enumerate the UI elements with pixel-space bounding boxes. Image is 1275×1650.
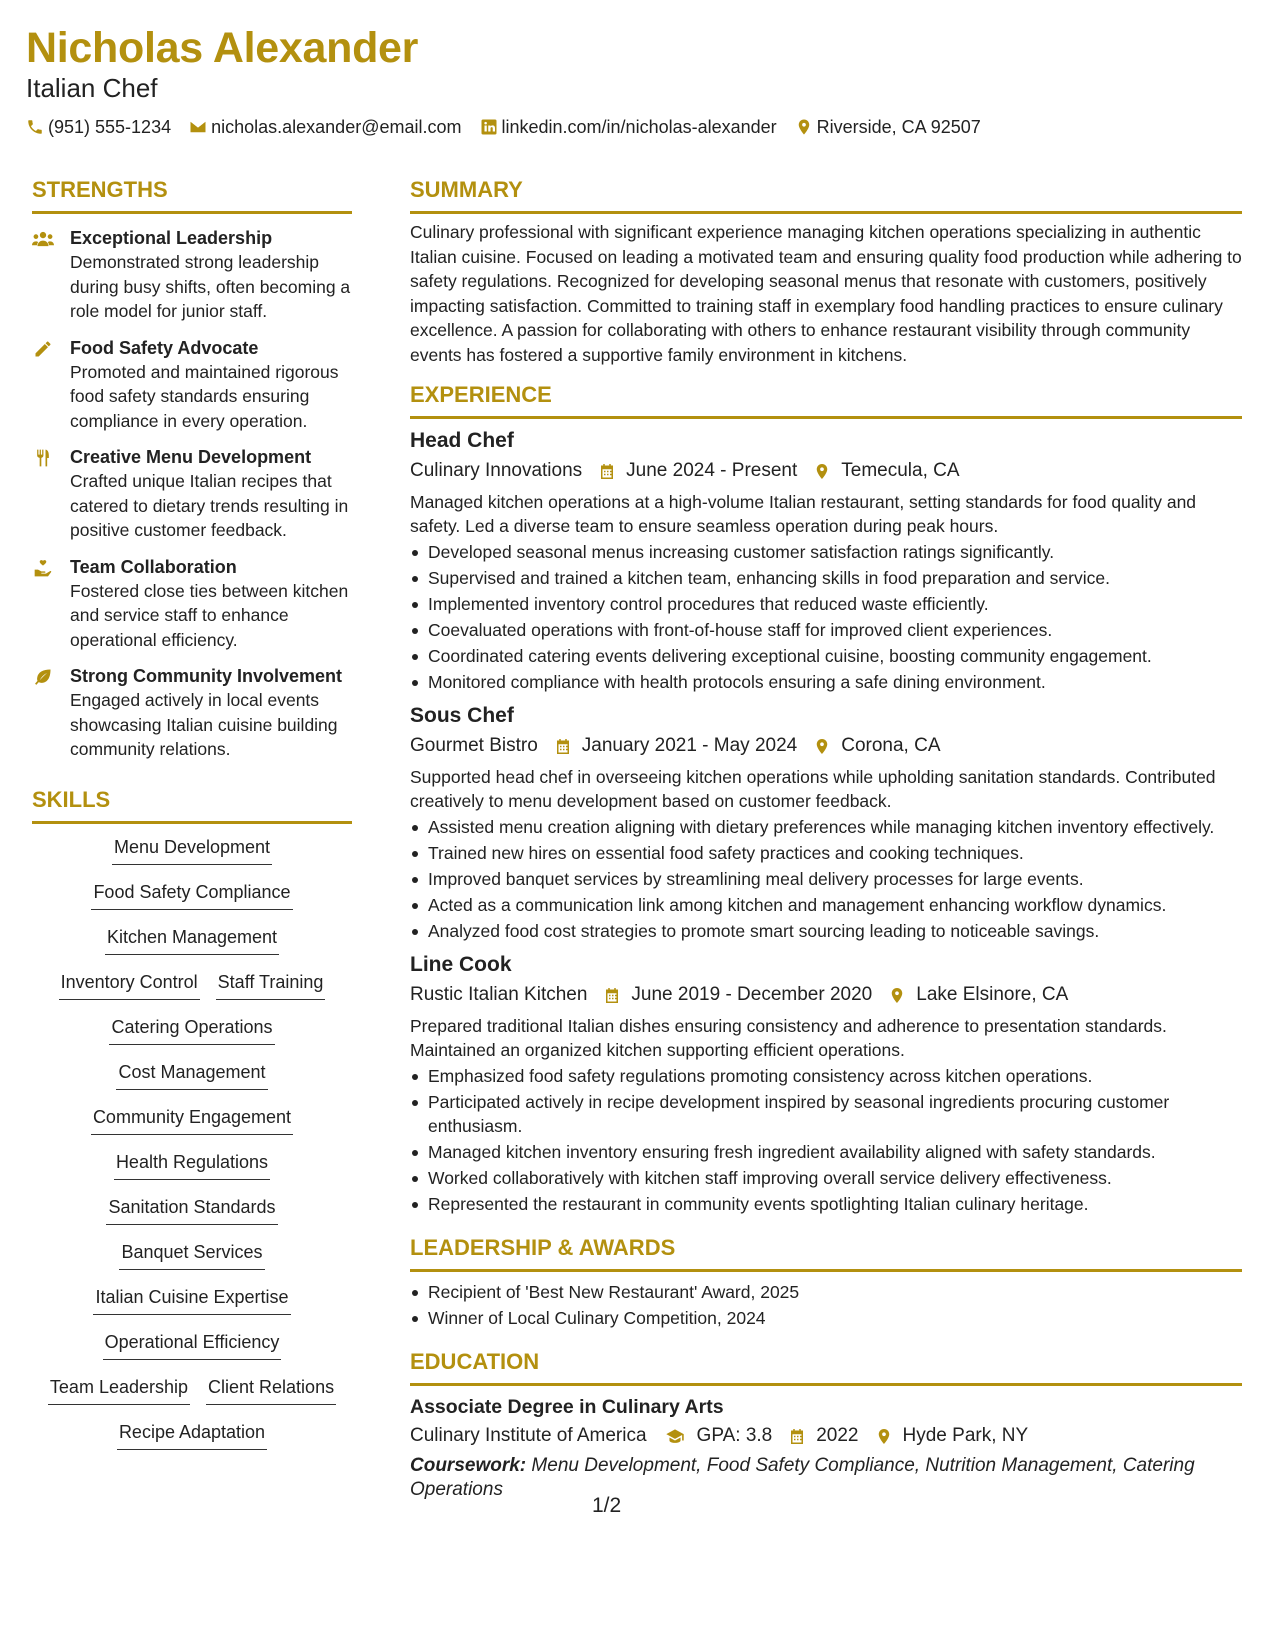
job-company: Culinary Innovations [410,460,583,481]
strength-desc: Demonstrated strong leadership during busy shifts, often becoming a role model for junior staff. [70,252,351,321]
map-pin-icon [875,1427,893,1446]
contact-location [795,116,981,138]
skill-tag: Recipe Adaptation [117,1421,267,1450]
bullet-item: Represented the restaurant in community events spotlighting Italian culinary heritage. [410,1192,1242,1216]
degree-title: Associate Degree in Culinary Arts [410,1396,724,1418]
bullet-item: Supervised and trained a kitchen team, enhancing skills in food preparation and service. [410,566,1242,590]
skill-tag: Staff Training [216,971,326,1000]
job-entry [410,702,1242,943]
skill-row [32,1331,352,1376]
bullet-item: Assisted menu creation aligning with dietary preferences while managing kitchen inventory effectively. [410,815,1242,839]
graduation-cap-icon [663,1427,687,1446]
calendar-icon [554,737,572,756]
strength-desc: Promoted and maintained rigorous food safety standards ensuring compliance in every operation. [70,361,339,431]
skill-row [32,1241,352,1286]
bullet-item: Analyzed food cost strategies to promote smart sourcing leading to noticeable savings. [410,919,1242,943]
strength-title: Food Safety Advocate [70,337,259,358]
skill-tag: Catering Operations [109,1016,274,1045]
skill-tag: Community Engagement [91,1106,293,1135]
job-meta [410,981,1242,1009]
bullet-item: Implemented inventory control procedures that reduced waste efficiently. [410,592,1242,616]
left-column [32,176,352,1466]
bullet-item: Worked collaboratively with kitchen staff improving overall service delivery effectiveness. [410,1166,1242,1190]
job-location: Corona, CA [841,735,941,756]
bullet-item: Coordinated catering events delivering exceptional cuisine, boosting community engagement. [410,644,1242,668]
skill-tag: Team Leadership [48,1376,190,1405]
award-item: Winner of Local Culinary Competition, 2024 [410,1306,1242,1330]
strength-title: Creative Menu Development [70,447,312,467]
job-company: Rustic Italian Kitchen [410,984,588,1005]
leaf-icon [32,667,54,687]
strength-item [32,336,352,434]
strength-desc: Engaged actively in local events showcasing Italian cuisine building community relations. [70,690,338,759]
skill-tag: Kitchen Management [105,926,279,955]
calendar-icon [598,462,616,481]
phone-icon [26,118,44,136]
job-title: Head Chef [410,429,514,452]
skill-tag: Cost Management [116,1061,267,1090]
linkedin-icon [480,118,498,136]
job-description: Managed kitchen operations at a high-volume Italian restaurant, setting standards for food quality and safety. Led a diverse team to ensure seamless operation during peak hours. [410,492,1197,536]
skill-row [32,1376,352,1421]
job-title: Sous Chef [410,704,514,727]
page-number: 1/2 [592,1494,622,1517]
gpa: GPA: 3.8 [696,1425,773,1446]
skill-tag: Client Relations [206,1376,336,1405]
location-text: Riverside, CA 92507 [816,117,981,137]
job-dates: June 2024 - Present [626,460,798,481]
job-dates: June 2019 - December 2020 [631,984,873,1005]
skill-row [32,1061,352,1106]
school-name: Culinary Institute of America [410,1425,647,1446]
bullet-item: Monitored compliance with health protocols ensuring a safe dining environment. [410,670,1242,694]
job-entry [410,427,1242,694]
map-pin-icon [888,986,906,1005]
skill-tag: Menu Development [112,836,272,865]
strength-desc: Fostered close ties between kitchen and service staff to enhance operational efficiency. [70,580,349,650]
coursework [410,1454,1242,1502]
linkedin-text: linkedin.com/in/nicholas-alexander [501,117,777,137]
bullet-item: Coevaluated operations with front-of-house staff for improved client experiences. [410,618,1242,642]
contact-bar [26,116,1246,138]
job-description: Prepared traditional Italian dishes ensuring consistency and adherence to presentation standards. Maintained an organized kitchen supporting efficient operations. [410,1016,1167,1060]
map-pin-icon [813,462,831,481]
job-entry [410,951,1242,1216]
skill-row [32,1106,352,1151]
award-item: Recipient of 'Best New Restaurant' Award, 2025 [410,1280,1242,1304]
bullet-item: Managed kitchen inventory ensuring fresh ingredient availability aligned with safety standards. [410,1140,1242,1164]
contact-email[interactable] [189,116,461,138]
skill-row [32,1151,352,1196]
coursework-label: Coursework: [410,1455,527,1476]
skill-tag: Inventory Control [59,971,200,1000]
education-meta [410,1422,1242,1450]
skills-heading: SKILLS [32,786,352,824]
skill-tag: Food Safety Compliance [91,881,292,910]
strength-item [32,555,352,653]
skill-row [32,1286,352,1331]
summary-heading: SUMMARY [410,176,1242,214]
experience-heading: EXPERIENCE [410,381,1242,419]
job-bullets [410,540,1242,694]
job-meta [410,457,1242,485]
job-location: Temecula, CA [841,460,960,481]
strength-item [32,664,352,762]
coursework-text: Menu Development, Food Safety Compliance, Nutrition Management, Catering Operations [410,1455,1195,1500]
skill-row [32,971,352,1016]
skill-tag: Health Regulations [114,1151,270,1180]
email-text: nicholas.alexander@email.com [211,117,462,137]
school-location: Hyde Park, NY [902,1425,1029,1446]
map-pin-icon [813,737,831,756]
skill-row [32,836,352,881]
hand-holding-heart-icon [32,558,54,578]
candidate-name: Nicholas Alexander [26,24,419,72]
bullet-item: Emphasized food safety regulations promoting consistency across kitchen operations. [410,1064,1242,1088]
skill-row [32,1421,352,1466]
job-company: Gourmet Bistro [410,735,538,756]
skill-row [32,881,352,926]
skill-tag: Sanitation Standards [106,1196,277,1225]
bullet-item: Trained new hires on essential food safety practices and cooking techniques. [410,841,1242,865]
users-icon [32,229,54,249]
strength-item [32,226,352,324]
skill-row [32,1196,352,1241]
bullet-item: Acted as a communication link among kitchen and management enhancing workflow dynamics. [410,893,1242,917]
bullet-item: Developed seasonal menus increasing customer satisfaction ratings significantly. [410,540,1242,564]
utensils-icon [32,448,54,468]
skill-tag: Operational Efficiency [103,1331,282,1360]
pencil-icon [32,339,54,359]
right-column [410,176,1242,1502]
education-heading: EDUCATION [410,1348,1242,1386]
awards-heading: LEADERSHIP & AWARDS [410,1234,1242,1272]
job-title: Line Cook [410,953,512,976]
calendar-icon [603,986,621,1005]
contact-linkedin[interactable] [480,116,777,138]
job-bullets [410,815,1242,943]
job-location: Lake Elsinore, CA [916,984,1069,1005]
bullet-item: Participated actively in recipe development inspired by seasonal ingredients procuring customer enthusiasm. [410,1090,1242,1138]
strength-title: Team Collaboration [70,556,237,577]
graduation-year: 2022 [816,1425,859,1446]
job-bullets [410,1064,1242,1216]
job-description: Supported head chef in overseeing kitchen operations while upholding sanitation standards. Contributed creatively to menu development based on customer feedback. [410,767,1216,811]
resume-header [26,22,1246,138]
envelope-icon [189,118,207,136]
phone-text: (951) 555-1234 [48,117,172,137]
awards-list [410,1280,1242,1330]
skill-tag: Italian Cuisine Expertise [93,1286,290,1315]
strength-title: Strong Community Involvement [70,666,343,686]
skills-list [32,836,352,1466]
job-meta [410,732,1242,760]
contact-phone[interactable] [26,116,171,138]
strengths-heading: STRENGTHS [32,176,352,214]
skill-tag: Banquet Services [119,1241,264,1270]
job-dates: January 2021 - May 2024 [581,735,798,756]
map-pin-icon [795,118,813,136]
calendar-icon [788,1427,806,1446]
skill-row [32,1016,352,1061]
skill-row [32,926,352,971]
bullet-item: Improved banquet services by streamlining meal delivery processes for large events. [410,867,1242,891]
strength-item [32,445,352,543]
summary-text: Culinary professional with significant experience managing kitchen operations specializing in authentic Italian cuisine. Focused on leading a motivated team and ensuring quality food production while adhering to safety regulations. Recognized for developing seasonal menus that resonate with customers, positively impacting satisfaction. Committed to training staff in exemplary food handling practices to ensure culinary excellence. A passion for collaborating with others to enhance restaurant visibility through community events has fostered a supportive family environment in kitchens. [410,222,1242,365]
strength-title: Exceptional Leadership [70,228,273,248]
strength-desc: Crafted unique Italian recipes that catered to dietary trends resulting in positive customer feedback. [70,471,349,540]
candidate-title: Italian Chef [26,73,158,103]
